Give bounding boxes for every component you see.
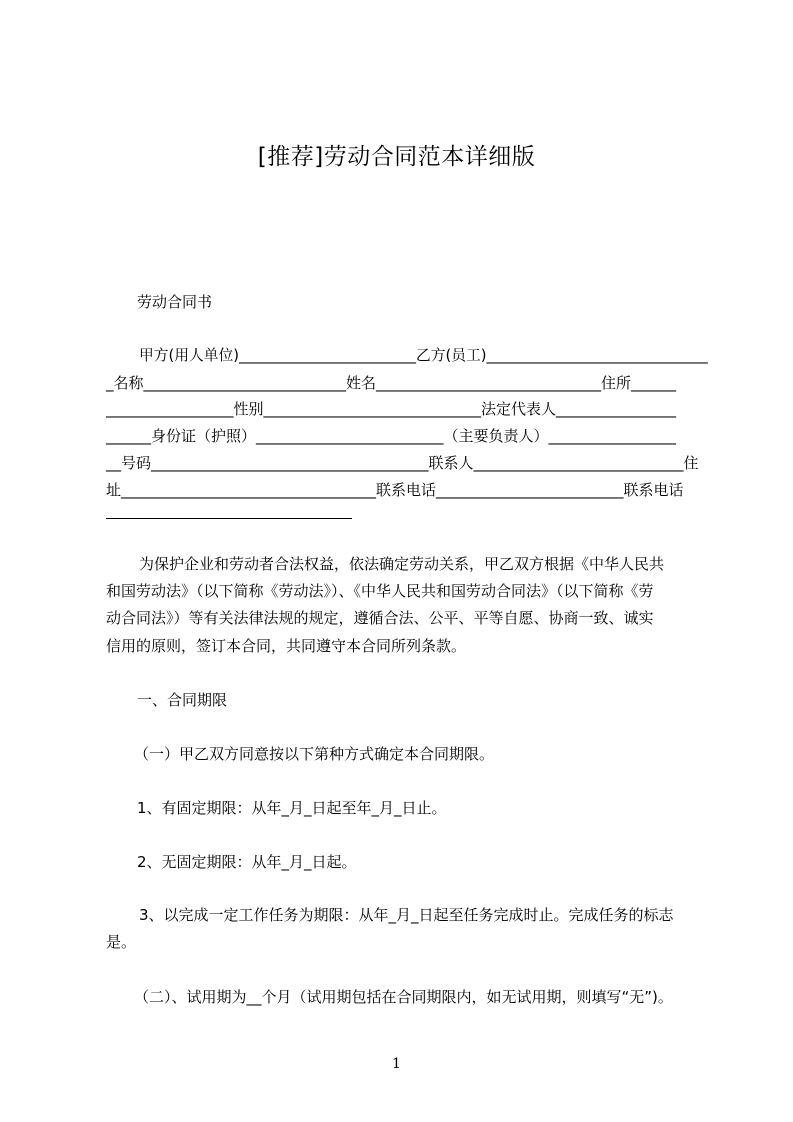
form-line-2: _名称___________________________姓名______________________________住所______ [106,374,677,392]
form-line-3: _________________性别_____________________________法定代表人________________ [106,400,677,418]
form-line-6: 址__________________________________联系电话_________________________联系电话 [106,481,684,499]
form-underline [106,518,352,519]
item-fixed-term: 1、有固定期限：从年_月_日起至年_月_日止。 [137,799,447,817]
clause-probation: （二）、试用期为__个月（试用期包括在合同期限内，如无试用期，则填写“无”)。 [134,988,673,1006]
intro-line-3: 动合同法》）等有关法律法规的规定，遵循合法、公平、平等自愿、协商一致、诚实 [106,609,654,627]
page-number: 1 [392,1056,401,1072]
intro-line-1: 为保护企业和劳动者合法权益，依法确定劳动关系，甲乙双方根据《中华人民共 [139,555,665,573]
item-task-term-line-1: 3、以完成一定工作任务为期限：从年_月_日起至任务完成时止。完成任务的标志 [139,906,674,924]
item-no-fixed-term: 2、无固定期限：从年_月_日起。 [137,853,357,871]
form-line-5: __号码_____________________________________联系人____________________________住 [106,454,699,472]
form-line-4: ______身份证（护照）_________________________（主要负责人）_________________ [106,427,677,445]
intro-line-2: 和国劳动法》（以下简称《劳动法》）、《中华人民共和国劳动合同法》（以下简称《劳 [106,582,654,600]
contract-heading: 劳动合同书 [137,293,213,311]
intro-line-4: 信用的原则，签订本合同，共同遵守本合同所列条款。 [106,637,467,655]
clause-term-method: （一）甲乙双方同意按以下第种方式确定本合同期限。 [134,745,495,763]
section-heading-term: 一、合同期限 [137,691,228,709]
form-line-1: 甲方(用人单位)________________________乙方(员工)______________________________ [139,347,708,364]
document-title: [推荐]劳动合同范本详细版 [257,144,536,170]
item-task-term-line-2: 是。 [106,933,137,951]
